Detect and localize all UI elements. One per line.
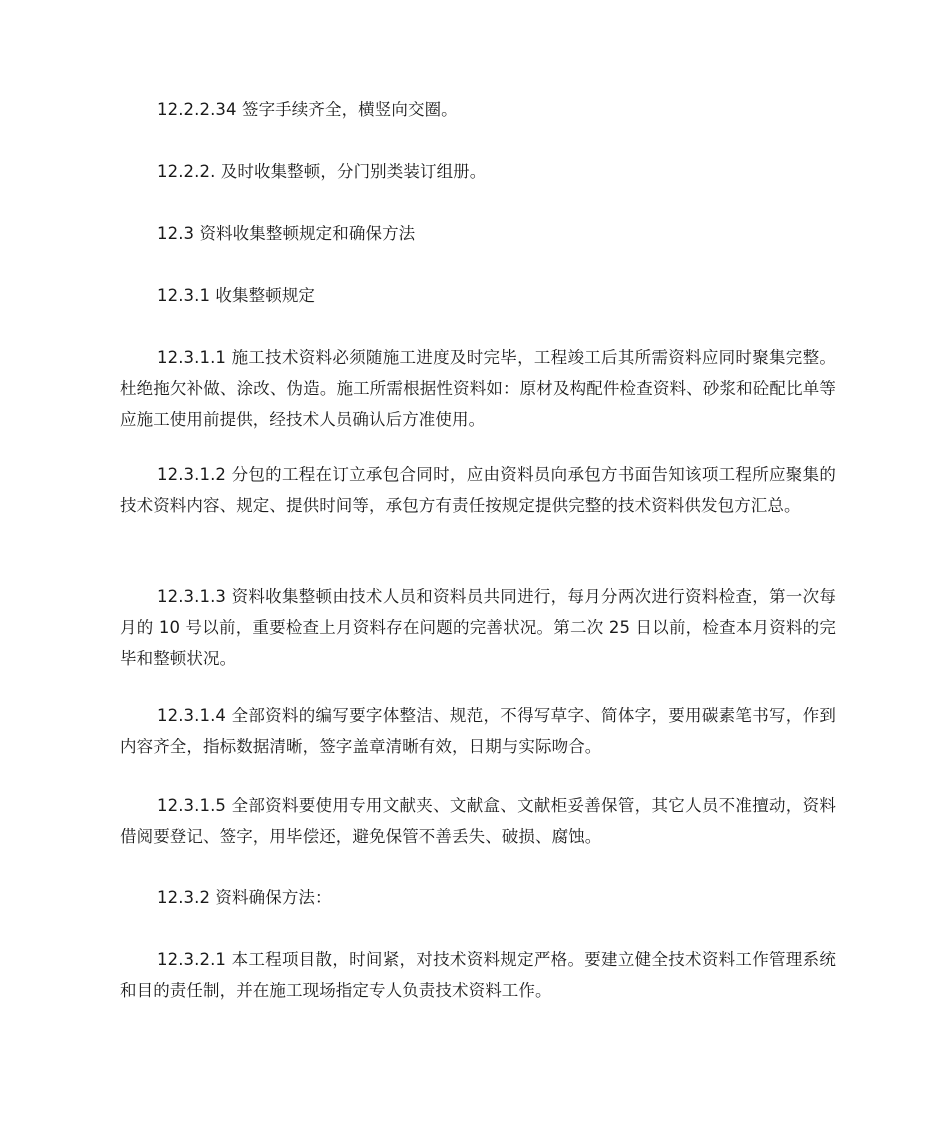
paragraph-12-3-1-1: 12.3.1.1 施工技术资料必须随施工进度及时完毕，工程竣工后其所需资料应同时聚集完整。杜绝拖欠补做、涂改、伪造。施工所需根据性资料如：原材及构配件检查资料、砂浆和砼配比单等应施工使用前提供，经技术人员确认后方准使用。 bbox=[120, 348, 836, 429]
section-heading-12-3: 12.3 资料收集整顿规定和确保方法 bbox=[157, 224, 416, 243]
paragraph-12-3-1-3: 12.3.1.3 资料收集整顿由技术人员和资料员共同进行，每月分两次进行资料检查，第一次每月的 10 号以前，重要检查上月资料存在问题的完善状况。第二次 25 日以前，检查本月资料的完毕和整顿状况。 bbox=[120, 587, 836, 668]
paragraph-12-3-1-5: 12.3.1.5 全部资料要使用专用文献夹、文献盒、文献柜妥善保管，其它人员不准擅动，资料借阅要登记、签字，用毕偿还，避免保管不善丢失、破损、腐蚀。 bbox=[120, 796, 836, 846]
paragraph-12-3-2-1: 12.3.2.1 本工程项目散，时间紧，对技术资料规定严格。要建立健全技术资料工作管理系统和目的责任制，并在施工现场指定专人负责技术资料工作。 bbox=[120, 950, 836, 1000]
paragraph-12-3-1-2: 12.3.1.2 分包的工程在订立承包合同时，应由资料员向承包方书面告知该项工程所应聚集的技术资料内容、规定、提供时间等，承包方有责任按规定提供完整的技术资料供发包方汇总。 bbox=[120, 465, 836, 515]
paragraph-12-2-2: 12.2.2. 及时收集整顿，分门别类装订组册。 bbox=[157, 162, 487, 181]
section-heading-12-3-2: 12.3.2 资料确保方法： bbox=[157, 888, 332, 907]
paragraph-12-3-1-4: 12.3.1.4 全部资料的编写要字体整洁、规范，不得写草字、简体字，要用碳素笔书写，作到内容齐全，指标数据清晰，签字盖章清晰有效，日期与实际吻合。 bbox=[120, 706, 836, 756]
paragraph-12-2-2-34: 12.2.2.34 签字手续齐全，横竖向交圈。 bbox=[157, 100, 458, 119]
section-heading-12-3-1: 12.3.1 收集整顿规定 bbox=[157, 286, 316, 305]
